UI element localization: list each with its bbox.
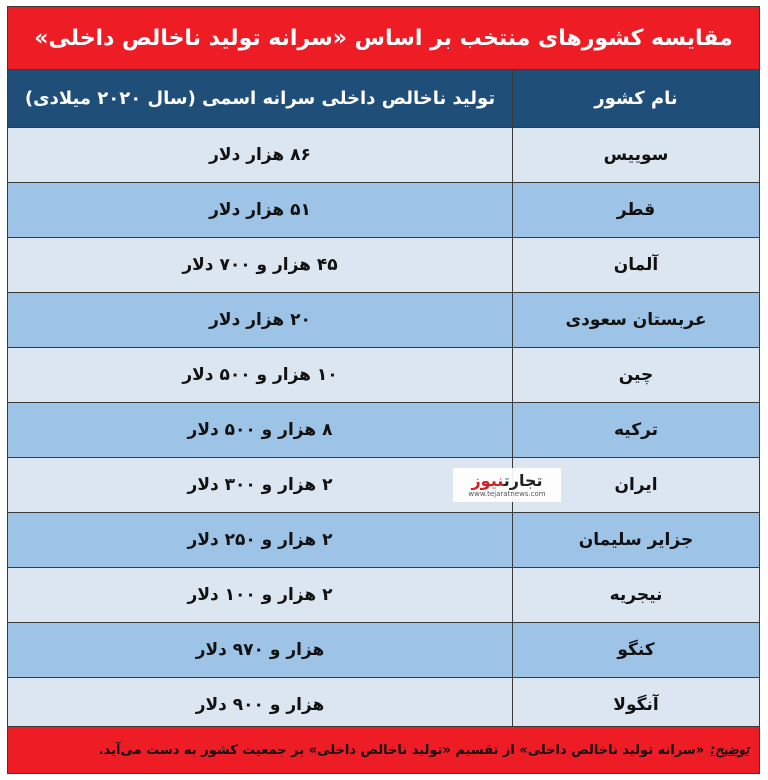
- country-cell: آلمان: [513, 238, 760, 293]
- country-column-header: نام کشور: [513, 70, 760, 128]
- table-title: مقایسه کشورهای منتخب بر اساس «سرانه تولید ناخالص داخلی»: [8, 7, 759, 70]
- footnote-bar: [8, 726, 759, 773]
- gdp-cell: ۸ هزار و ۵۰۰ دلار: [8, 403, 513, 458]
- gdp-cell: ۲ هزار و ۳۰۰ دلار: [8, 458, 513, 513]
- table-row: [8, 678, 759, 733]
- watermark-url: www.tejaratnews.com: [468, 489, 546, 498]
- country-cell-with-watermark: [468, 458, 760, 513]
- table-row: [8, 403, 759, 458]
- gdp-cell: هزار و ۹۷۰ دلار: [8, 623, 513, 678]
- country-cell: کنگو: [513, 623, 760, 678]
- gdp-column-header: تولید ناخالص داخلی سرانه اسمی (سال ۲۰۲۰ میلادی): [8, 70, 513, 128]
- gdp-cell: ۴۵ هزار و ۷۰۰ دلار: [8, 238, 513, 293]
- gdp-cell: ۲ هزار و ۱۰۰ دلار: [8, 568, 513, 623]
- table-row: [8, 128, 759, 183]
- country-name: ایران: [614, 475, 658, 495]
- table-row: [8, 458, 759, 513]
- watermark-brand-accent: نیوز: [471, 470, 504, 490]
- table-header-row: [8, 70, 759, 128]
- gdp-cell: ۵۱ هزار دلار: [8, 183, 513, 238]
- country-cell: سوییس: [513, 128, 760, 183]
- watermark-brand: [471, 470, 543, 490]
- country-cell: آنگولا: [513, 678, 760, 733]
- country-cell: نیجریه: [513, 568, 760, 623]
- table-row: [8, 238, 759, 293]
- table-row: [8, 513, 759, 568]
- table-row: [8, 293, 759, 348]
- table-row: [8, 568, 759, 623]
- watermark-brand-main: تجارت: [503, 470, 543, 490]
- gdp-cell: هزار و ۹۰۰ دلار: [8, 678, 513, 733]
- gdp-cell: ۲ هزار و ۲۵۰ دلار: [8, 513, 513, 568]
- country-cell: جزایر سلیمان: [513, 513, 760, 568]
- table-row: [8, 348, 759, 403]
- gdp-cell: ۱۰ هزار و ۵۰۰ دلار: [8, 348, 513, 403]
- comparison-table-card: [7, 6, 760, 774]
- gdp-table: [8, 70, 759, 733]
- gdp-cell: ۸۶ هزار دلار: [8, 128, 513, 183]
- table-row: [8, 183, 759, 238]
- footnote-text: «سرانه تولید ناخالص داخلی» از تقسیم «تولید ناخالص داخلی» بر جمعیت کشور به دست می‌آید.: [98, 742, 705, 758]
- gdp-cell: ۲۰ هزار دلار: [8, 293, 513, 348]
- country-cell: چین: [513, 348, 760, 403]
- country-cell: قطر: [513, 183, 760, 238]
- table-row: [8, 623, 759, 678]
- footnote-label: توضیح:: [710, 742, 749, 758]
- country-cell: عربستان سعودی: [513, 293, 760, 348]
- country-cell: ترکیه: [513, 403, 760, 458]
- tejaratnews-watermark-logo: [453, 468, 561, 502]
